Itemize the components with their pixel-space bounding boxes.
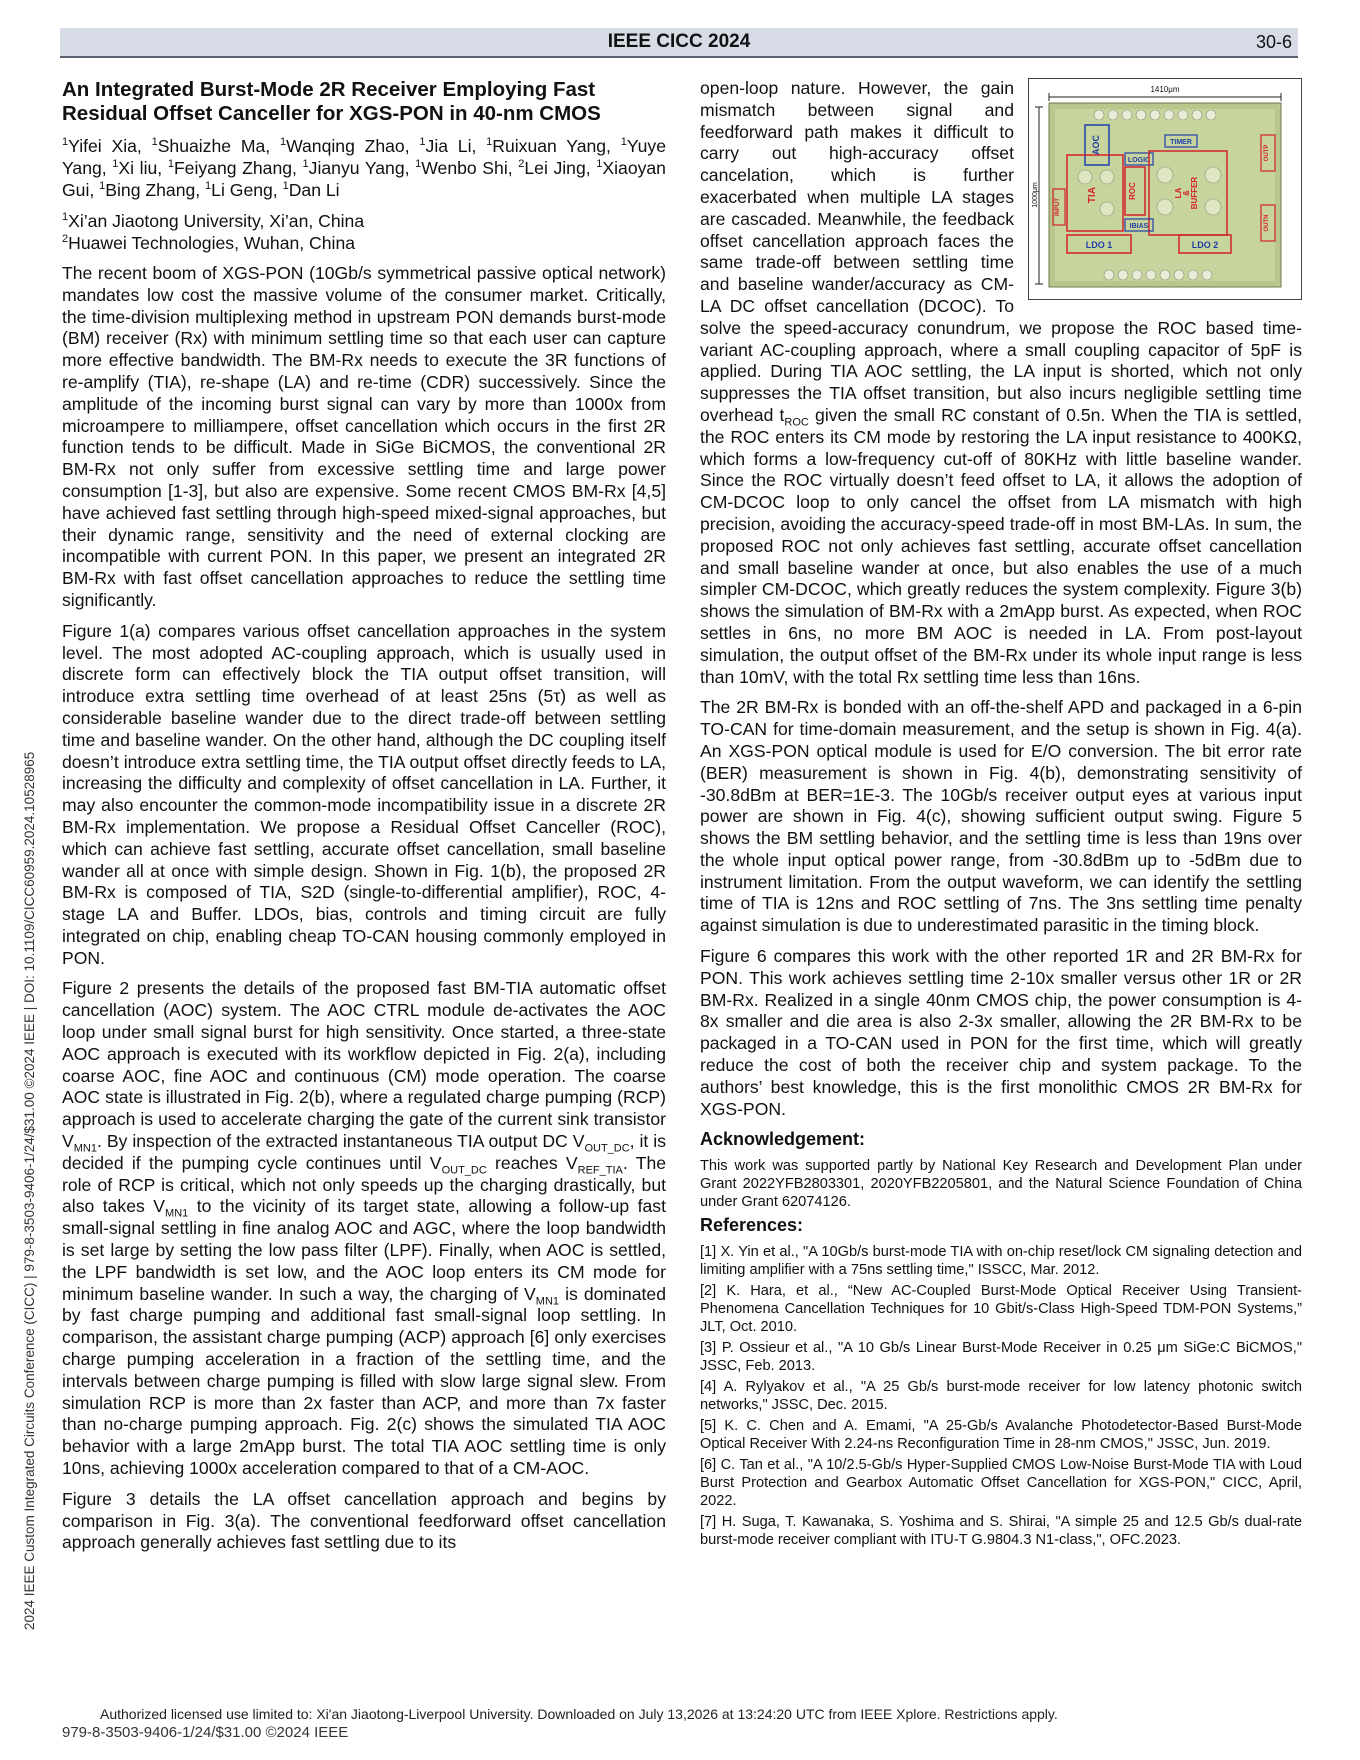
svg-text:LOGIC: LOGIC [1127, 157, 1151, 164]
die-photo [1029, 79, 1301, 299]
svg-text:LDO 2: LDO 2 [1191, 240, 1219, 250]
right-column [700, 78, 1302, 1552]
die-photo-figure [1028, 78, 1302, 300]
page-number: 30-6 [1255, 32, 1292, 52]
paragraph-roc: open-loop nature. However, the gain mismatch between signal and feedforward path makes it difficult to carry out high-accuracy offset cancelation, which is further exacerbated when multiple LA stages are cascaded. Meanwhile, the feedback offset cancellation approach faces the same trade-off between settling time and baseline wander/accuracy as CM-LA DC offset cancellation (DCOC). To solve the speed-accuracy conundrum, we propose the ROC based time-variant AC-coupling approach, where a small coupling capacitor of 5pF is applied. During TIA AOC settling, the LA input is shorted, which not only suppresses the TIA offset transition, but also incurs negligible settling time overhead $t_{ROC}$ given the small RC constant of 0.5n. When the TIA is settled, the ROC enters its CM mode by restoring the LA input resistance to 400KΩ, which forms a low-frequency cut-off of 80KHz with little baseline wander. Since the ROC virtually doesn’t feed offset to LA, it allows the adoption of CM-DCOC loop to only cancel the offset from LA mismatch with high precision, avoiding the accuracy-speed trade-off in most BM-LAs. In sum, the proposed ROC not only achieves fast settling, accurate offset cancellation and small baseline wander at once, but also enables the use of a much simpler CM-DCOC, which greatly reduces the system complexity. Figure 3(b) shows the simulation of BM-Rx with a 2mApp burst. As expected, when ROC settles in 6ns, no more BM AOC is needed in LA. From post-layout simulation, the output offset of the BM-Rx under its whole input range is less than 10mV, with the total Rx settling time less than 16ns. [700, 78, 1302, 687]
reference-item: [1] X. Yin et al., "A 10Gb/s burst-mode TIA with on-chip reset/lock CM signaling detection and limiting amplifier with a 75ns settling time," ISSCC, Mar. 2012. [700, 1244, 1302, 1279]
running-header [60, 28, 1298, 58]
svg-text:LA: LA [1174, 187, 1183, 199]
conference-title: IEEE CICC 2024 [607, 31, 751, 52]
svg-text:AOC: AOC [1091, 135, 1101, 155]
author-list [62, 136, 666, 201]
svg-text:TIA: TIA [1087, 186, 1098, 204]
affiliation: $^2$Huawei Technologies, Wuhan, China [62, 233, 356, 254]
author: $^1$Dan Li [282, 179, 340, 200]
paragraph-comparison: Figure 6 compares this work with the other reported 1R and 2R BM-Rx for PON. This work achieves settling time 2-10x smaller versus other 1R or 2R BM-Rx. Realized in a single 40nm CMOS chip, the power consumption is 4-8x smaller and die area is also 2-3x smaller, allowing the 2R BM-Rx to be packaged in a TO-CAN used in PON for the first time, which will greatly reduce the cost of both the receiver chip and system package. To the authors’ best knowledge, this is the first monolithic CMOS 2R BM-Rx for XGS-PON. [700, 946, 1302, 1119]
license-footer: Authorized licensed use limited to: Xi'an Jiaotong-Liverpool University. Downloaded on July 13,2026 at 13:24:20 UTC from IEEE Xplore. Restrictions apply. [100, 1706, 1058, 1722]
side-citation: 2024 IEEE Custom Integrated Circuits Conference (CICC) | 979-8-3503-9406-1/24/$31.00 ©2024 IEEE | DOI: 10.1109/CICC60959.2024.10528965 [22, 751, 37, 1630]
width-label: 1410μm [1150, 85, 1180, 94]
author: $^1$Yuye Yang, [62, 136, 666, 178]
paragraph-figure2: Figure 2 presents the details of the proposed fast BM-TIA automatic offset cancellation (AOC) system. The AOC CTRL module de-activates the AOC loop under small signal burst for high sensitivity. Once started, a three-state AOC approach is executed with its workflow depicted in Fig. 2(a), including coarse AOC, fine AOC and continuous (CM) mode operation. The coarse AOC state is illustrated in Fig. 2(b), where a regulated charge pumping (RCP) approach is used to accelerate charging the gate of the current sink transistor $V_{MN1}$. By inspection of the extracted instantaneous TIA output DC $V_{OUT\_DC}$, it is decided if the pumping cycle continues until $V_{OUT\_DC}$ reaches $V_{REF\_TIA}$. The role of RCP is critical, which not only speeds up the charging drastically, but also takes $V_{MN1}$ to the vicinity of its target state, allowing a follow-up fast small-signal settling in fine analog AOC and AGC, where the loop bandwidth is set large by setting the low pass filter (LPF). Finally, when AOC is settled, the LPF bandwidth is set low, and the AOC loop enters its CM mode for minimum baseline wander. In such a way, the charging of $V_{MN1}$ is dominated by fast charge pumping and additional fast small-signal loop settling. In comparison, the assistant charge pumping (ACP) approach [6] only exercises charge pumping acceleration in a fraction of the settling time, and the intervals between charge pumping is filled with slow large signal slew. From simulation RCP is more than 2x faster than ACP, and more than 7x faster than no-charge pumping approach. Fig. 2(c) shows the simulated TIA AOC behavior with a large 2mApp burst. The total TIA AOC settling time is only 10ns, achieving 1000x acceleration compared to that of a CM-AOC. [62, 978, 667, 1479]
svg-text:OUTN: OUTN [1264, 214, 1270, 232]
author: $^1$Shuaizhe Ma, [151, 136, 280, 156]
author: $^2$Lei Jing, [518, 157, 597, 178]
reference-item: [5] K. C. Chen and A. Emami, "A 25-Gb/s Avalanche Photodetector-Based Burst-Mode Optical Receiver With 2.24-ns Reconfiguration Time in 28-nm CMOS," JSSC, Jun. 2019. [700, 1418, 1302, 1453]
references-heading: References: [700, 1215, 804, 1236]
svg-text:LDO 1: LDO 1 [1085, 240, 1113, 250]
pad-row-top [1094, 110, 1216, 120]
author: $^1$Bing Zhang, [99, 179, 206, 200]
author: $^1$Jia Li, [419, 136, 487, 156]
reference-item: [2] K. Hara, et al., “New AC-Coupled Burst-Mode Optical Receiver Using Transient-Phenomena Cancellation Techniques for 10 Gbit/s-Class High-Speed TDM-PON Systems,” JLT, Oct. 2010. [700, 1283, 1302, 1336]
reference-list [700, 1243, 1302, 1549]
author: $^1$Jianyu Yang, [302, 157, 416, 178]
author: $^1$Li Geng, [205, 179, 283, 200]
svg-text:TIMER: TIMER [1170, 139, 1192, 146]
author: $^1$Wenbo Shi, [415, 157, 519, 178]
svg-text:OUTP: OUTP [1264, 144, 1270, 162]
reference-item: [7] H. Suga, T. Kawanaka, S. Yoshima and S. Shirai, "A simple 25 and 12.5 Gb/s dual-rate burst-mode receiver compliant with ITU-T G.9804.3 N1-class,", OFC.2023. [700, 1514, 1302, 1549]
author: $^1$Xi liu, [112, 157, 168, 178]
paragraph-intro: The recent boom of XGS-PON (10Gb/s symmetrical passive optical network) mandates low cost the massive volume of the consumer market. Critically, the time-division multiplexing method in upstream PON demands burst-mode (BM) receiver (Rx) with minimum settling time so that each user can capture more effective bandwidth. The BM-Rx needs to execute the 3R functions of re-amplify (TIA), re-shape (LA) and re-time (CDR) successively. Since the amplitude of the incoming burst signal can vary by more than 1000x from microampere to milliampere, offset cancellation which occurs in the first 2R function tends to be difficult. Made in SiGe BiCMOS, the conventional 2R BM-Rx not only suffer from excessive settling time and large power consumption [1-3], but also are expensive. Some recent CMOS BM-Rx [4,5] have achieved fast settling through high-speed mixed-signal approaches, but their dynamic range, sensitivity and the need of external clocking are incompatible with current PON. In this paper, we present an integrated 2R BM-Rx with fast offset cancellation approaches to reduce the settling time significantly. [62, 262, 666, 610]
affiliations [62, 211, 666, 255]
author: $^1$Xiaoyan Gui, [62, 157, 666, 200]
affiliation: $^1$Xi’an Jiaotong University, Xi’an, China [62, 211, 365, 232]
author: $^1$Wanqing Zhao, [279, 136, 420, 156]
author: $^1$Ruixuan Yang, [486, 136, 621, 156]
acknowledgement-heading: Acknowledgement: [700, 1129, 866, 1150]
svg-text:&: & [1182, 190, 1191, 196]
left-column [62, 78, 666, 1563]
paragraph-figure1: Figure 1(a) compares various offset cancellation approaches in the system level. The most adopted AC-coupling approach, which is usually used in discrete form can effectively block the TIA output offset transition, will introduce extra settling time overhead of at least 25ns (5τ) as well as considerable baseline wander due to the direct trade-off between settling time and baseline wander. On the other hand, although the DC coupling itself doesn’t introduce extra settling time, the TIA output offset directly feeds to LA, increasing the difficulty and complexity of offset cancellation in LA. Further, it may also encounter the common-mode incompatibility issue in a discrete 2R BM-Rx implementation. We propose a Residual Offset Canceller (ROC), which can achieve fast settling, accurate offset cancellation, small baseline wander all at once with simple design. Shown in Fig. 1(b), the proposed 2R BM-Rx is composed of TIA, S2D (single-to-differential amplifier), ROC, 4-stage LA and Buffer. LDOs, bias, controls and timing circuit are fully integrated on chip, enabling cheap TO-CAN housing commonly employed in PON. [62, 620, 666, 968]
paragraph-measurement: The 2R BM-Rx is bonded with an off-the-shelf APD and packaged in a 6-pin TO-CAN for time-domain measurement, and the setup is shown in Fig. 4(a). An XGS-PON optical module is used for E/O conversion. The bit error rate (BER) measurement is shown in Fig. 4(b), demonstrating sensitivity of -30.8dBm at BER=1E-3. The 10Gb/s receiver output eyes at various input power are shown in Fig. 4(c), showing sufficient output swing. Figure 5 shows the BM settling behavior, and the settling time is less than 19ns over the whole input optical power range, from -30.8dBm up to -5dBm due to instrument limitation. From the output waveform, we can identify the settling time of TIA is 12ns and ROC settling of 7ns. The 3ns settling time penalty against simulation is due to underestimated parasitic in the timing block. [700, 697, 1302, 936]
svg-text:INPUT: INPUT [1055, 198, 1061, 216]
height-label: 1000μm [1032, 182, 1039, 208]
isbn-footer: 979-8-3503-9406-1/24/$31.00 ©2024 IEEE [62, 1724, 349, 1741]
svg-text:BUFFER: BUFFER [1190, 176, 1199, 210]
author: $^1$Feiyang Zhang, [167, 157, 303, 178]
author: $^1$Yifei Xia, [62, 136, 152, 156]
svg-text:IBIAS: IBIAS [1129, 223, 1149, 230]
paper-title: An Integrated Burst-Mode 2R Receiver Employing Fast Residual Offset Canceller for XGS-PON in 40-nm CMOS [62, 78, 601, 125]
reference-item: [3] P. Ossieur et al., "A 10 Gb/s Linear Burst-Mode Receiver in 0.25 μm SiGe:C BiCMOS," JSSC, Feb. 2013. [700, 1340, 1302, 1375]
reference-item: [4] A. Rylyakov et al., "A 25 Gb/s burst-mode receiver for low latency photonic switch networks," JSSC, Dec. 2015. [700, 1379, 1302, 1414]
svg-text:ROC: ROC [1128, 182, 1137, 200]
reference-item: [6] C. Tan et al., "A 10/2.5-Gb/s Hyper-Supplied CMOS Low-Noise Burst-Mode TIA with Loud Burst Protection and Gearbox Automatic Offset Cancellation for XGS-PON," CICC, April, 2022. [700, 1457, 1302, 1510]
acknowledgement-text: This work was supported partly by National Key Research and Development Plan under Grant 2022YFB2803301, 2020YFB2205801, and the Natural Science Foundation of China under Grant 62074126. [700, 1158, 1302, 1211]
paragraph-figure3-start: Figure 3 details the LA offset cancellation approach and begins by comparison in Fig. 3(a). The conventional feedforward offset cancellation approach generally achieves fast settling due to its [62, 1488, 666, 1553]
